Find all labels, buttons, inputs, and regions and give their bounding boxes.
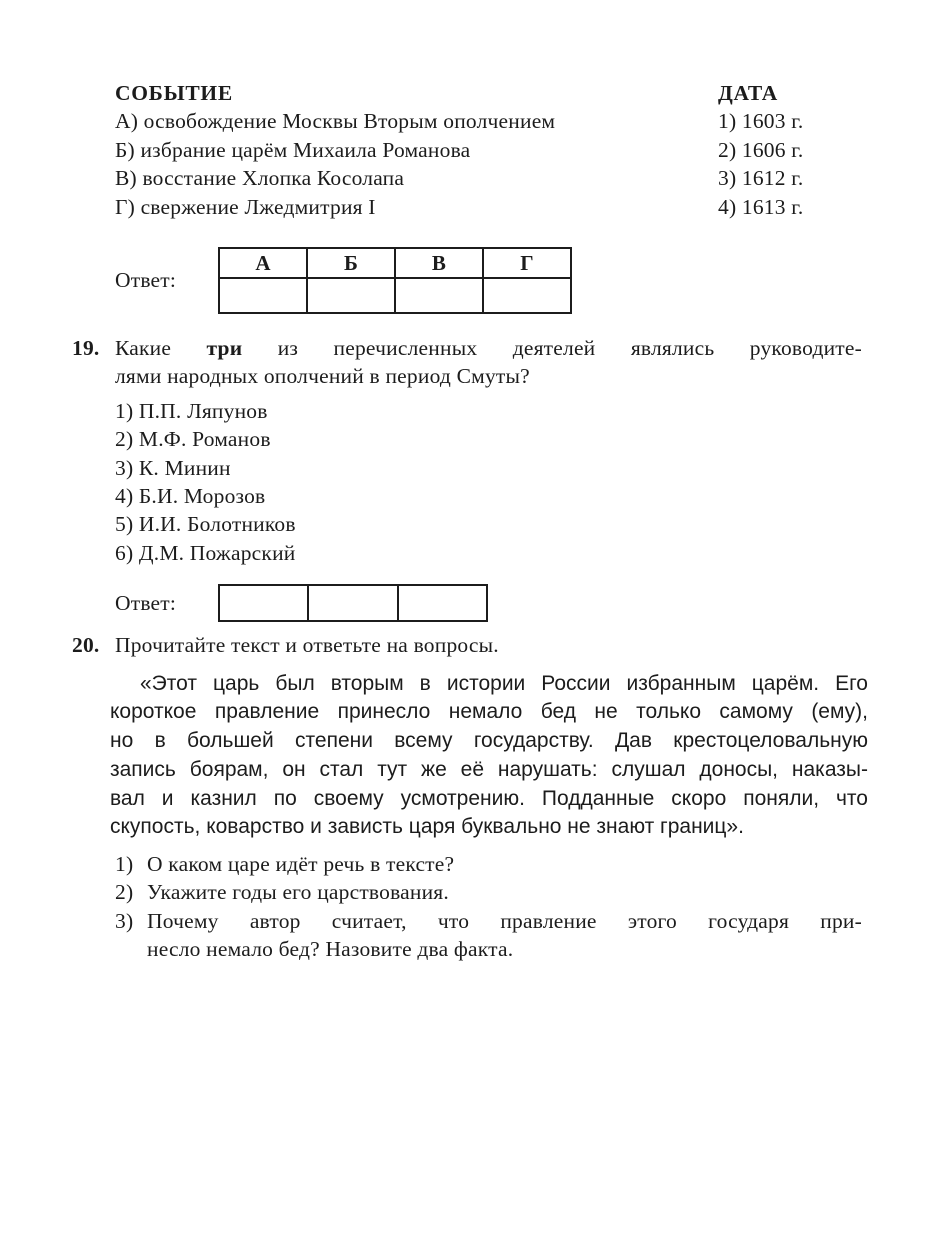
matching-answer-table (218, 247, 572, 314)
event-item: А) освобождение Москвы Вторым ополчением (115, 109, 556, 134)
question-19-number: 19. (72, 336, 100, 361)
dates-header: ДАТА (718, 81, 779, 105)
matching-answer-block (115, 247, 862, 314)
text-segment: из перечисленных деятелей являлись руководите- (242, 336, 862, 361)
bold-text: три (206, 336, 243, 361)
subquestion (115, 878, 862, 906)
quote-line: запись боярам, он стал тут же её нарушать: слушал доносы, наказы- (110, 757, 868, 781)
quote-line: скупость, коварство и зависть царя буквально не знают границ». (110, 815, 744, 839)
answer-input-cell[interactable] (307, 278, 395, 313)
text-segment: Какие (115, 336, 207, 361)
date-item: 3) 1612 г. (718, 166, 804, 191)
option-item: 1) П.П. Ляпунов (115, 398, 268, 423)
question-20-subquestions (115, 850, 862, 964)
event-item: В) восстание Хлопка Косолапа (115, 166, 405, 191)
dates-column (718, 79, 862, 221)
subquestion (115, 907, 862, 964)
date-item: 4) 1613 г. (718, 194, 804, 219)
events-header: СОБЫТИЕ (115, 81, 233, 105)
question-20-number: 20. (72, 633, 100, 658)
question-19-line (115, 362, 862, 390)
answer-input-cell[interactable] (395, 278, 483, 313)
answer-input-cell[interactable] (219, 278, 307, 313)
option-item: 2) М.Ф. Романов (115, 427, 271, 452)
question-19-text (115, 334, 862, 391)
answer-column-header: Г (483, 248, 571, 278)
date-item: 1) 1603 г. (718, 109, 804, 134)
answer-column-header: А (219, 248, 307, 278)
question-20 (72, 631, 868, 963)
subquestion-text (147, 907, 862, 964)
subquestion-line: О каком царе идёт речь в тексте? (147, 851, 455, 876)
answer-input-cell[interactable] (219, 585, 308, 621)
quote-paragraph (110, 670, 868, 842)
event-item: Г) свержение Лжедмитрия I (115, 194, 376, 219)
subquestion-number: 2) (115, 880, 134, 905)
quote-line: «Этот царь был вторым в истории России избранным царём. Его (140, 671, 868, 695)
quote-line: короткое правление принесло немало бед не только самому (ему), (110, 700, 868, 724)
text-segment: лями народных ополчений в период Смуты? (115, 364, 530, 389)
quote-line: но в большей степени всему государству. Дав крестоцеловальную (110, 729, 868, 753)
event-item: Б) избрание царём Михаила Романова (115, 137, 471, 162)
q19-answer-table (218, 584, 488, 622)
date-item: 2) 1606 г. (718, 137, 804, 162)
option-item: 4) Б.И. Морозов (115, 484, 266, 509)
question-19-options (115, 397, 862, 567)
events-list (115, 107, 718, 221)
subquestion-number: 3) (115, 908, 134, 933)
matching-section (115, 79, 862, 221)
subquestion-line: Укажите годы его царствования. (147, 880, 449, 905)
question-20-prompt: Прочитайте текст и ответьте на вопросы. (115, 633, 499, 658)
option-item: 6) Д.М. Пожарский (115, 540, 296, 565)
question-19-line (115, 334, 862, 362)
answer-column-header: В (395, 248, 483, 278)
subquestion-text (147, 850, 862, 878)
answer-label: Ответ: (115, 268, 177, 293)
subquestion-line: Почему автор считает, что правление этого государя при- (147, 908, 862, 933)
answer-label: Ответ: (115, 591, 177, 616)
subquestion-line: несло немало бед? Назовите два факта. (147, 937, 514, 962)
quote-line: вал и казнил по своему усмотрению. Подданные скоро поняли, что (110, 786, 868, 810)
q19-answer-block (115, 584, 862, 622)
subquestion (115, 850, 862, 878)
events-column (115, 79, 718, 221)
answer-input-cell[interactable] (398, 585, 487, 621)
option-item: 3) К. Минин (115, 455, 231, 480)
answer-input-cell[interactable] (483, 278, 571, 313)
question-19 (72, 334, 862, 622)
subquestion-text (147, 878, 862, 906)
subquestion-number: 1) (115, 851, 134, 876)
dates-list (718, 107, 862, 221)
option-item: 5) И.И. Болотников (115, 512, 296, 537)
answer-column-header: Б (307, 248, 395, 278)
answer-input-cell[interactable] (308, 585, 397, 621)
